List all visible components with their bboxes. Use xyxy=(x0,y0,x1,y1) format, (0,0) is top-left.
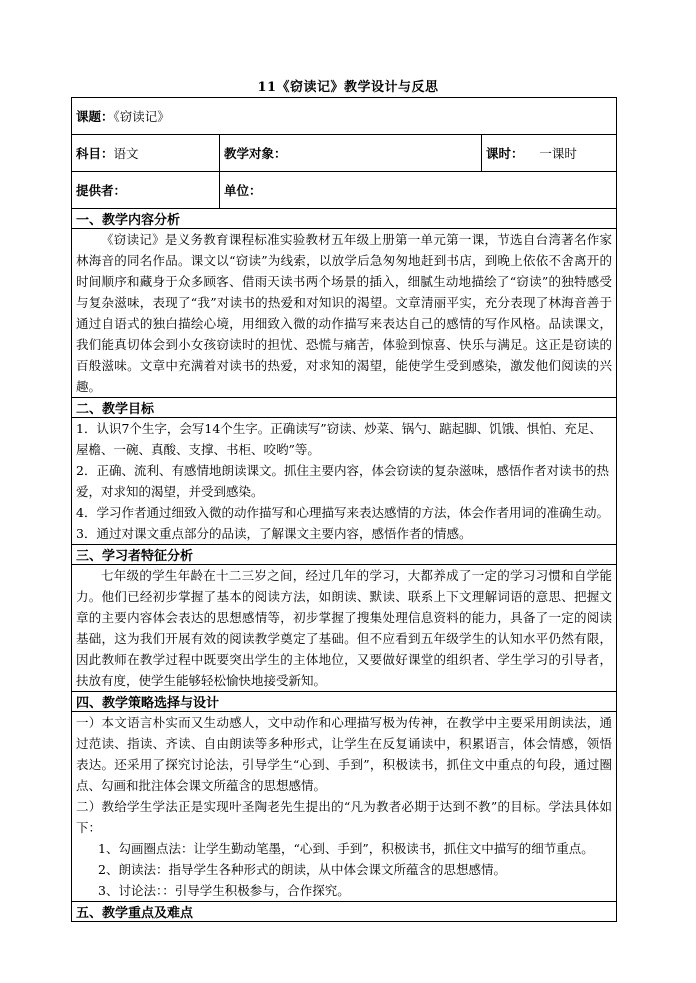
section-1-header-row xyxy=(72,209,617,229)
topic-row xyxy=(72,98,617,135)
method-item: 1、勾画圈点法：让学生勤动笔墨，“心到、手到”，积极读书，抓住文中描写的细节重点。 xyxy=(98,841,594,856)
subject-row xyxy=(72,135,617,172)
period-cell xyxy=(482,135,617,172)
topic-cell xyxy=(72,98,617,135)
section-4-heading: 四、教学策略选择与设计 xyxy=(72,692,617,712)
period-label: 课时： xyxy=(486,146,524,161)
unit-cell xyxy=(220,172,617,209)
provider-row xyxy=(72,172,617,209)
method-item: 3、讨论法：：引导学生积极参与，合作探究。 xyxy=(98,883,350,898)
section-1-body xyxy=(72,229,617,398)
period-value: 一课时 xyxy=(539,146,577,161)
section-2-header-row xyxy=(72,398,617,418)
provider-cell xyxy=(72,172,220,209)
section-4-header-row xyxy=(72,692,617,712)
section-2-body xyxy=(72,418,617,545)
section-1-heading: 一、教学内容分析 xyxy=(72,209,617,229)
section-5-heading: 五、教学重点及难点 xyxy=(72,902,617,922)
audience-label: 教学对象： xyxy=(224,146,287,161)
section-3-heading: 三、学习者特征分析 xyxy=(72,545,617,565)
section-3-body xyxy=(72,565,617,692)
lesson-plan-table xyxy=(71,97,617,922)
subject-cell xyxy=(72,135,220,172)
section-4-body-row xyxy=(72,712,617,902)
section-1-text: 《窃读记》是义务教育课程标准实验教材五年级上册第一单元第一课，节选自台湾著名作家林海音的同名作品。课文以“窃读”为线索，以放学后急匆匆地赶到书店，到晚上依依不舍离开的时间顺序和藏身于众多顾客、借雨天读书两个场景的插入，细腻生动地描绘了“窃读”的独特感受与复杂滋味，表现了“我”对读书的热爱和对知识的渴望。文章清丽平实，充分表现了林海音善于通过自语式的独白描绘心境，用细致入微的动作描写来表达自己的感情的写作风格。品读课文，我们能真切体会到小女孩窃读时的担忧、恐慌与痛苦，体验到惊喜、快乐与满足。这正是窃读的百般滋味。文章中充满着对读书的热爱，对求知的渴望，能使学生受到感染，激发他们阅读的兴趣。 xyxy=(76,232,613,394)
section-3-text: 七年级的学生年龄在十二三岁之间，经过几年的学习，大都养成了一定的学习习惯和自学能力。他们已经初步掌握了基本的阅读方法，如朗读、默读、联系上下文理解词语的意思、把握文章的主要内容体会表达的思想感情等，初步掌握了搜集处理信息资料的能力，具备了一定的阅读基础，这为我们开展有效的阅读教学奠定了基础。但不应看到五年级学生的认知水平仍然有限，因此教师在教学过程中既要突出学生的主体地位，又要做好课堂的组织者、学生学习的引导者，扶放有度，使学生能够轻松愉快地接受新知。 xyxy=(76,568,613,688)
section-4-body xyxy=(72,712,617,902)
section-3-body-row xyxy=(72,565,617,692)
section-3-header-row xyxy=(72,545,617,565)
document-title: 11《窃读记》教学设计与反思 xyxy=(257,80,439,95)
strategy-paragraph-2: 二）教给学生学法正是实现叶圣陶老先生提出的“凡为教者必期于达到不教”的目标。学法具体如下： xyxy=(76,799,613,835)
objective-item: 4．学习作者通过细致入微的动作描写和心理描写来表达感情的方法，体会作者用词的准确生动。 xyxy=(76,505,609,520)
provider-label: 提供者： xyxy=(76,183,127,198)
subject-label: 科目： xyxy=(76,146,114,161)
objective-item: 3．通过对课文重点部分的品读，了解课文主要内容，感悟作者的情感。 xyxy=(76,526,472,541)
audience-cell xyxy=(220,135,482,172)
section-1-body-row xyxy=(72,229,617,398)
topic-label: 课题： xyxy=(76,109,114,124)
strategy-paragraph-1: 一）本文语言朴实而又生动感人，文中动作和心理描写极为传神，在教学中主要采用朗读法，通过范读、指读、齐读、自由朗读等多种形式，让学生在反复诵读中，积累语言，体会情感，领悟表达。还采用了探究讨论法，引导学生“心到、手到”，积极读书，抓住文中重点的句段，通过圈点、勾画和批注体会课文所蕴含的思想感情。 xyxy=(76,715,613,793)
objective-item: 2．正确、流利、有感情地朗读课文。抓住主要内容，体会窃读的复杂滋味，感悟作者对读书的热爱，对求知的渴望，并受到感染。 xyxy=(76,463,609,499)
unit-label: 单位： xyxy=(224,183,262,198)
section-2-body-row xyxy=(72,418,617,545)
topic-value: 《窃读记》 xyxy=(113,109,170,124)
subject-value: 语文 xyxy=(113,146,139,161)
section-2-heading: 二、教学目标 xyxy=(72,398,617,418)
method-item: 2、朗读法：指导学生各种形式的朗读，从中体会课文所蕴含的思想感情。 xyxy=(98,862,506,877)
objective-item: 1．认识7个生字，会写14个生字。正确读写”窃读、炒菜、锅勺、踮起脚、饥饿、惧怕、充足、屋檐、一碗、真酸、支撑、书柜、咬哟”等。 xyxy=(76,421,602,457)
section-5-header-row xyxy=(72,902,617,922)
